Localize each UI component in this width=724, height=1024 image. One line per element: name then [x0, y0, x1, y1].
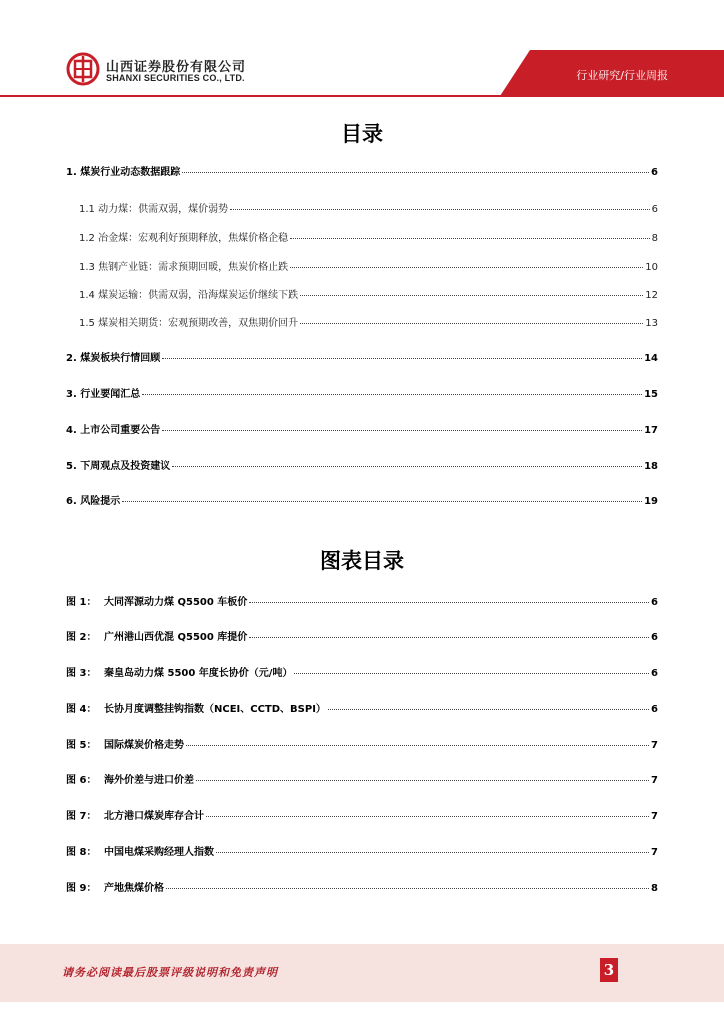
toc-item[interactable] [66, 163, 658, 179]
figure-item-label: 国际煤炭价格走势 [104, 740, 184, 751]
page-footer [0, 944, 724, 1002]
toc-item-label: 1.3 焦钢产业链：需求预期回暖，焦炭价格止跌 [79, 262, 289, 273]
toc-title: 目录 [341, 121, 383, 146]
toc-item-page: 19 [644, 496, 658, 507]
figure-item-number: 图 3： [66, 668, 97, 679]
figure-item-number: 图 2： [66, 632, 97, 643]
toc-item[interactable] [79, 200, 658, 216]
figure-leader-dots [328, 699, 649, 710]
toc-item-page: 17 [644, 425, 658, 436]
toc-leader-dots [172, 456, 642, 467]
figure-item-page: 7 [651, 847, 658, 858]
toc-item-label: 3. 行业要闻汇总 [66, 389, 141, 400]
toc-item[interactable] [79, 229, 658, 245]
figure-item[interactable] [66, 664, 658, 680]
figure-leader-dots [249, 627, 649, 638]
figure-item[interactable] [66, 771, 658, 787]
toc-item-page: 12 [645, 290, 658, 301]
toc-item-page: 6 [651, 167, 658, 178]
toc-item-label: 1.2 冶金煤：宏观利好预期释放，焦煤价格企稳 [79, 233, 289, 244]
figure-item-label: 北方港口煤炭库存合计 [104, 811, 204, 822]
figure-item-number: 图 8： [66, 847, 97, 858]
figure-item-label: 大同浑源动力煤 Q5500 车板价 [104, 597, 248, 608]
toc-item[interactable] [66, 385, 658, 401]
figure-item-page: 7 [651, 740, 658, 751]
toc-item-page: 10 [645, 262, 658, 273]
toc-item[interactable] [79, 286, 658, 302]
figure-item-number: 图 5： [66, 740, 97, 751]
toc-item[interactable] [66, 349, 658, 365]
figure-leader-dots [294, 663, 649, 674]
figure-item-page: 6 [651, 668, 658, 679]
toc-item-label: 1.1 动力煤：供需双弱，煤价弱势 [79, 204, 229, 215]
toc-item-label: 1.5 煤炭相关期货：宏观预期改善，双焦期价回升 [79, 318, 299, 329]
toc-item-page: 15 [644, 389, 658, 400]
toc-leader-dots [300, 313, 643, 324]
figure-item-number: 图 1： [66, 597, 97, 608]
toc-leader-dots [142, 384, 642, 395]
figure-item-number: 图 6： [66, 775, 97, 786]
toc-item-label: 1. 煤炭行业动态数据跟踪 [66, 167, 181, 178]
figure-item[interactable] [66, 807, 658, 823]
figure-leader-dots [196, 770, 649, 781]
figure-item-page: 7 [651, 811, 658, 822]
toc-item-page: 14 [644, 353, 658, 364]
figure-item-label: 广州港山西优混 Q5500 库提价 [104, 632, 248, 643]
figure-item[interactable] [66, 843, 658, 859]
toc-leader-dots [182, 162, 649, 173]
figure-item-page: 8 [651, 883, 658, 894]
figure-item-page: 6 [651, 597, 658, 608]
toc-item[interactable] [79, 258, 658, 274]
company-name-en: SHANXI SECURITIES CO., LTD. [106, 73, 245, 83]
company-logo-icon [66, 52, 100, 86]
figure-item[interactable] [66, 736, 658, 752]
toc-item-page: 6 [651, 204, 658, 215]
figure-item-page: 6 [651, 632, 658, 643]
figure-leader-dots [249, 592, 649, 603]
disclaimer-text: 请务必阅读最后股票评级说明和免责声明 [62, 966, 278, 979]
figure-item-page: 7 [651, 775, 658, 786]
toc-leader-dots [290, 228, 650, 239]
figure-leader-dots [216, 842, 649, 853]
figure-item-label: 中国电煤采购经理人指数 [104, 847, 214, 858]
report-type: 行业研究/行业周报 [576, 69, 668, 82]
figure-item-number: 图 4： [66, 704, 97, 715]
figure-item-page: 6 [651, 704, 658, 715]
figure-item-label: 秦皇岛动力煤 5500 年度长协价（元/吨） [104, 668, 293, 679]
toc-item[interactable] [79, 314, 658, 330]
toc-leader-dots [230, 199, 650, 210]
figure-leader-dots [186, 735, 649, 746]
toc-item-page: 13 [645, 318, 658, 329]
figure-item-label: 海外价差与进口价差 [104, 775, 194, 786]
figure-leader-dots [206, 806, 649, 817]
toc-item-label: 6. 风险提示 [66, 496, 121, 507]
page-number: 3 [600, 958, 618, 982]
toc-item[interactable] [66, 421, 658, 437]
toc-leader-dots [162, 348, 642, 359]
figure-item[interactable] [66, 593, 658, 609]
figure-item-label: 产地焦煤价格 [104, 883, 164, 894]
figure-item-number: 图 7： [66, 811, 97, 822]
figure-item[interactable] [66, 700, 658, 716]
toc-item[interactable] [66, 492, 658, 508]
toc-leader-dots [122, 491, 642, 502]
header-banner [0, 0, 724, 100]
figure-item[interactable] [66, 628, 658, 644]
toc-item-label: 5. 下周观点及投资建议 [66, 461, 171, 472]
figure-leader-dots [166, 878, 649, 889]
toc-item-page: 18 [644, 461, 658, 472]
figures-title: 图表目录 [320, 548, 404, 573]
toc-leader-dots [300, 285, 643, 296]
figure-item-number: 图 9： [66, 883, 97, 894]
toc-item[interactable] [66, 457, 658, 473]
toc-item-page: 8 [651, 233, 658, 244]
toc-item-label: 2. 煤炭板块行情回顾 [66, 353, 161, 364]
company-name-cn: 山西证券股份有限公司 [106, 60, 247, 75]
toc-item-label: 4. 上市公司重要公告 [66, 425, 161, 436]
page-header [0, 0, 724, 100]
toc-leader-dots [290, 257, 643, 268]
figure-item-label: 长协月度调整挂钩指数（NCEI、CCTD、BSPI） [104, 704, 326, 715]
toc-leader-dots [162, 420, 642, 431]
figure-item[interactable] [66, 879, 658, 895]
toc-item-label: 1.4 煤炭运输：供需双弱，沿海煤炭运价继续下跌 [79, 290, 299, 301]
